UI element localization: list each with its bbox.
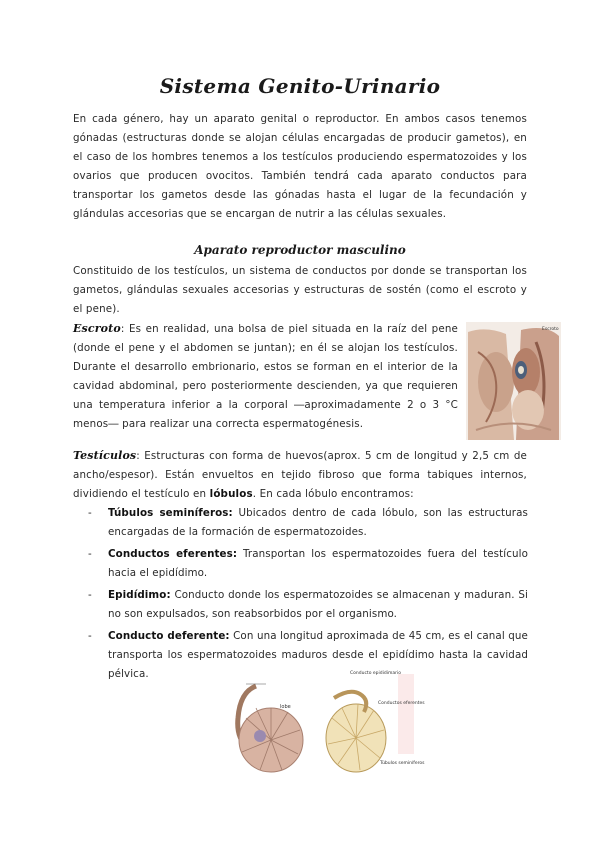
list-item-term: Epidídimo: [108,589,171,601]
list-dash: - [88,589,92,601]
escroto-text: : Es en realidad, una bolsa de piel situada en la raíz del pene (donde el pene y el abdomen se juntan); en él se alojan los testículos. Durante el desarrollo embrionario, estos se forman en el interior de la cavidad abdominal, pero posteriormente descienden, ya que requieren una temperatura inferior a la corporal ―aproximadamente 2 o 3 °C menos― para realizar una correcta espermatogénesis. [73,323,458,430]
list-item [88,627,528,684]
list-dash: - [88,507,92,519]
section-title: Aparato reproductor masculino [194,243,406,257]
list-item-text: Transportan los espermatozoides fuera del testículo hacia el epidídimo. [108,548,528,579]
list-item-text: Conducto donde los espermatozoides se almacenan y maduran. Si no son expulsados, son reabsorbidos por el organismo. [108,589,528,620]
list-item-term: Conducto deferente: [108,630,230,642]
list-item-text: Ubicados dentro de cada lóbulo, son las estructuras encargadas de la formación de espermatozoides. [108,507,528,538]
ducts-figure-label-2: Conductos eferentes [378,701,425,706]
intro-paragraph: En cada género, hay un aparato genital o reproductor. En ambos casos tenemos gónadas (estructuras donde se alojan células encargadas de producir gametos), en el caso de los hombres tenemos a los testículos produciendo espermatozoides y los ovarios que producen ovocitos. También tendrá cada aparato conductos para transportar los gametos desde las gónadas hasta el lugar de la fecundación y glándulas accesorias que se encargan de nutrir a las células sexuales. [73,113,527,220]
testis-lobes-figure [226,678,306,776]
list-item [88,504,528,542]
lobe-figure-label: lobe [280,704,291,710]
testiculos-term: Testículos [73,449,137,462]
scrotum-anatomy-figure [466,322,561,440]
testis-ducts-figure [320,668,425,776]
escroto-paragraph [73,319,458,434]
list-item-text: Con una longitud aproximada de 45 cm, es el canal que transporta los espermatozoides maduros desde el epidídimo hasta la cavidad pélvica. [108,630,528,680]
escroto-term: Escroto [73,322,121,335]
list-item-term: Túbulos seminíferos: [108,507,233,519]
list-dash: - [88,630,92,642]
list-item [88,545,528,583]
list-item-term: Conductos eferentes: [108,548,238,560]
lobulos-bold: lóbulos [209,488,253,500]
scrotum-figure-label: Escroto [542,327,559,332]
page-title: Sistema Genito-Urinario [159,74,441,98]
testicle-structures-list [88,504,528,684]
list-dash: - [88,548,92,560]
testiculos-text-before: : Estructuras con forma de huevos(aprox. 5 cm de longitud y 2,5 cm de ancho/espesor). Están envueltos en tejido fibroso que forma tabiques internos, dividiendo el testículo en [73,450,527,500]
section-intro-paragraph: Constituido de los testículos, un sistema de conductos por donde se transportan los gametos, glándulas sexuales accesorias y estructuras de sostén (como el escroto y el pene). [73,265,527,315]
testiculos-text-after: . En cada lóbulo encontramos: [252,488,414,500]
ducts-figure-label-3: Túbulos seminíferos [380,761,425,766]
ducts-figure-label-1: Conducto epididimario [350,671,401,676]
testiculos-paragraph [73,446,527,504]
list-item [88,586,528,624]
